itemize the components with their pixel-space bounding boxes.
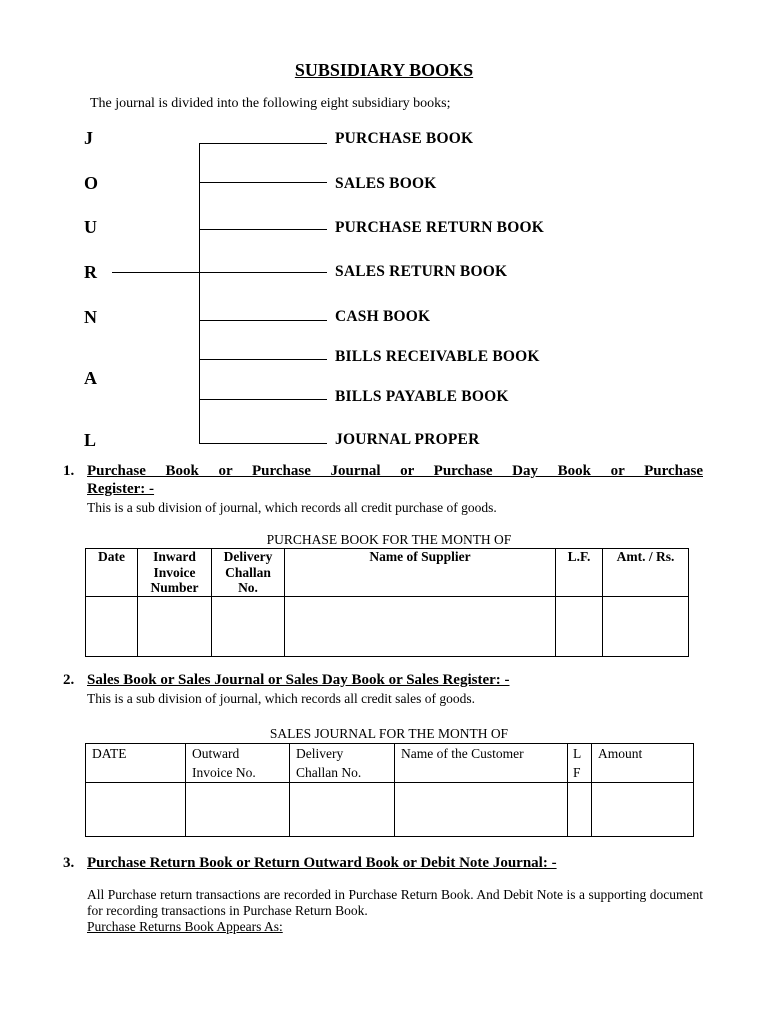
book-journal-proper: JOURNAL PROPER xyxy=(335,431,480,448)
section-2-heading: Sales Book or Sales Journal or Sales Day Book or Sales Register: - xyxy=(87,672,510,688)
table-cell xyxy=(290,783,395,837)
section-1-heading-cont: Register: - xyxy=(87,481,155,497)
book-sales: SALES BOOK xyxy=(335,175,437,192)
col-lf: L.F. xyxy=(556,549,603,597)
branch-line xyxy=(199,359,327,360)
branch-line xyxy=(199,272,327,273)
branch-line xyxy=(199,443,327,444)
section-1-heading: Purchase Book or Purchase Journal or Purchase Day Book or Purchase xyxy=(87,463,703,479)
book-purchase-return: PURCHASE RETURN BOOK xyxy=(335,219,544,236)
book-cash: CASH BOOK xyxy=(335,308,431,325)
journal-connector-line xyxy=(112,272,199,273)
journal-letter-n: N xyxy=(84,307,97,327)
purchase-table-caption: PURCHASE BOOK FOR THE MONTH OF xyxy=(266,532,512,547)
table-row xyxy=(86,783,694,837)
col-supplier-name: Name of Supplier xyxy=(285,549,556,597)
table-cell xyxy=(86,596,138,656)
section-1-description: This is a sub division of journal, which records all credit purchase of goods. xyxy=(87,500,497,515)
journal-letter-a: A xyxy=(84,368,97,388)
journal-letter-u: U xyxy=(84,217,97,237)
table-row xyxy=(86,596,689,656)
table-cell xyxy=(556,596,603,656)
col-customer-name: Name of the Customer xyxy=(395,744,568,783)
page-title: SUBSIDIARY BOOKS xyxy=(294,60,474,80)
branch-line xyxy=(199,399,327,400)
branch-line xyxy=(199,229,327,230)
section-3-subheading: Purchase Returns Book Appears As: xyxy=(87,919,283,934)
col-amount: Amount xyxy=(592,744,694,783)
journal-letter-l: L xyxy=(84,430,97,450)
table-cell xyxy=(138,596,212,656)
col-amount: Amt. / Rs. xyxy=(603,549,689,597)
col-outward-invoice: Outward Invoice No. xyxy=(186,744,290,783)
table-cell xyxy=(86,783,186,837)
section-3-heading: Purchase Return Book or Return Outward Book or Debit Note Journal: - xyxy=(87,855,557,871)
table-cell xyxy=(186,783,290,837)
col-date: Date xyxy=(86,549,138,597)
branch-line xyxy=(199,143,327,144)
col-date: DATE xyxy=(86,744,186,783)
col-delivery-challan: Delivery Challan No. xyxy=(290,744,395,783)
table-cell xyxy=(568,783,592,837)
branch-line xyxy=(199,182,327,183)
book-sales-return: SALES RETURN BOOK xyxy=(335,263,508,280)
intro-text: The journal is divided into the following eight subsidiary books; xyxy=(90,96,451,111)
sales-journal-table xyxy=(85,743,694,837)
table-cell xyxy=(212,596,285,656)
section-3-number: 3. xyxy=(63,855,75,871)
sales-table-caption: SALES JOURNAL FOR THE MONTH OF xyxy=(269,726,509,741)
col-delivery-challan: Delivery Challan No. xyxy=(212,549,285,597)
book-bills-payable: BILLS PAYABLE BOOK xyxy=(335,388,509,405)
table-cell xyxy=(285,596,556,656)
journal-letter-j: J xyxy=(84,128,93,148)
book-purchase: PURCHASE BOOK xyxy=(335,130,474,147)
table-cell xyxy=(592,783,694,837)
journal-letter-o: O xyxy=(84,173,99,193)
book-bills-receivable: BILLS RECEIVABLE BOOK xyxy=(335,348,540,365)
col-inward-invoice: Inward Invoice Number xyxy=(138,549,212,597)
section-1-number: 1. xyxy=(63,463,75,479)
section-2-description: This is a sub division of journal, which records all credit sales of goods. xyxy=(87,691,476,706)
purchase-book-table xyxy=(85,548,689,657)
journal-letter-r: R xyxy=(84,262,97,282)
table-cell xyxy=(395,783,568,837)
section-2-number: 2. xyxy=(63,672,75,688)
col-lf: L F xyxy=(568,744,592,783)
branch-line xyxy=(199,320,327,321)
table-cell xyxy=(603,596,689,656)
section-3-paragraph: All Purchase return transactions are recorded in Purchase Return Book. And Debit Note is a supporting document for recording transactions in Purchase Return Book. xyxy=(87,887,703,918)
